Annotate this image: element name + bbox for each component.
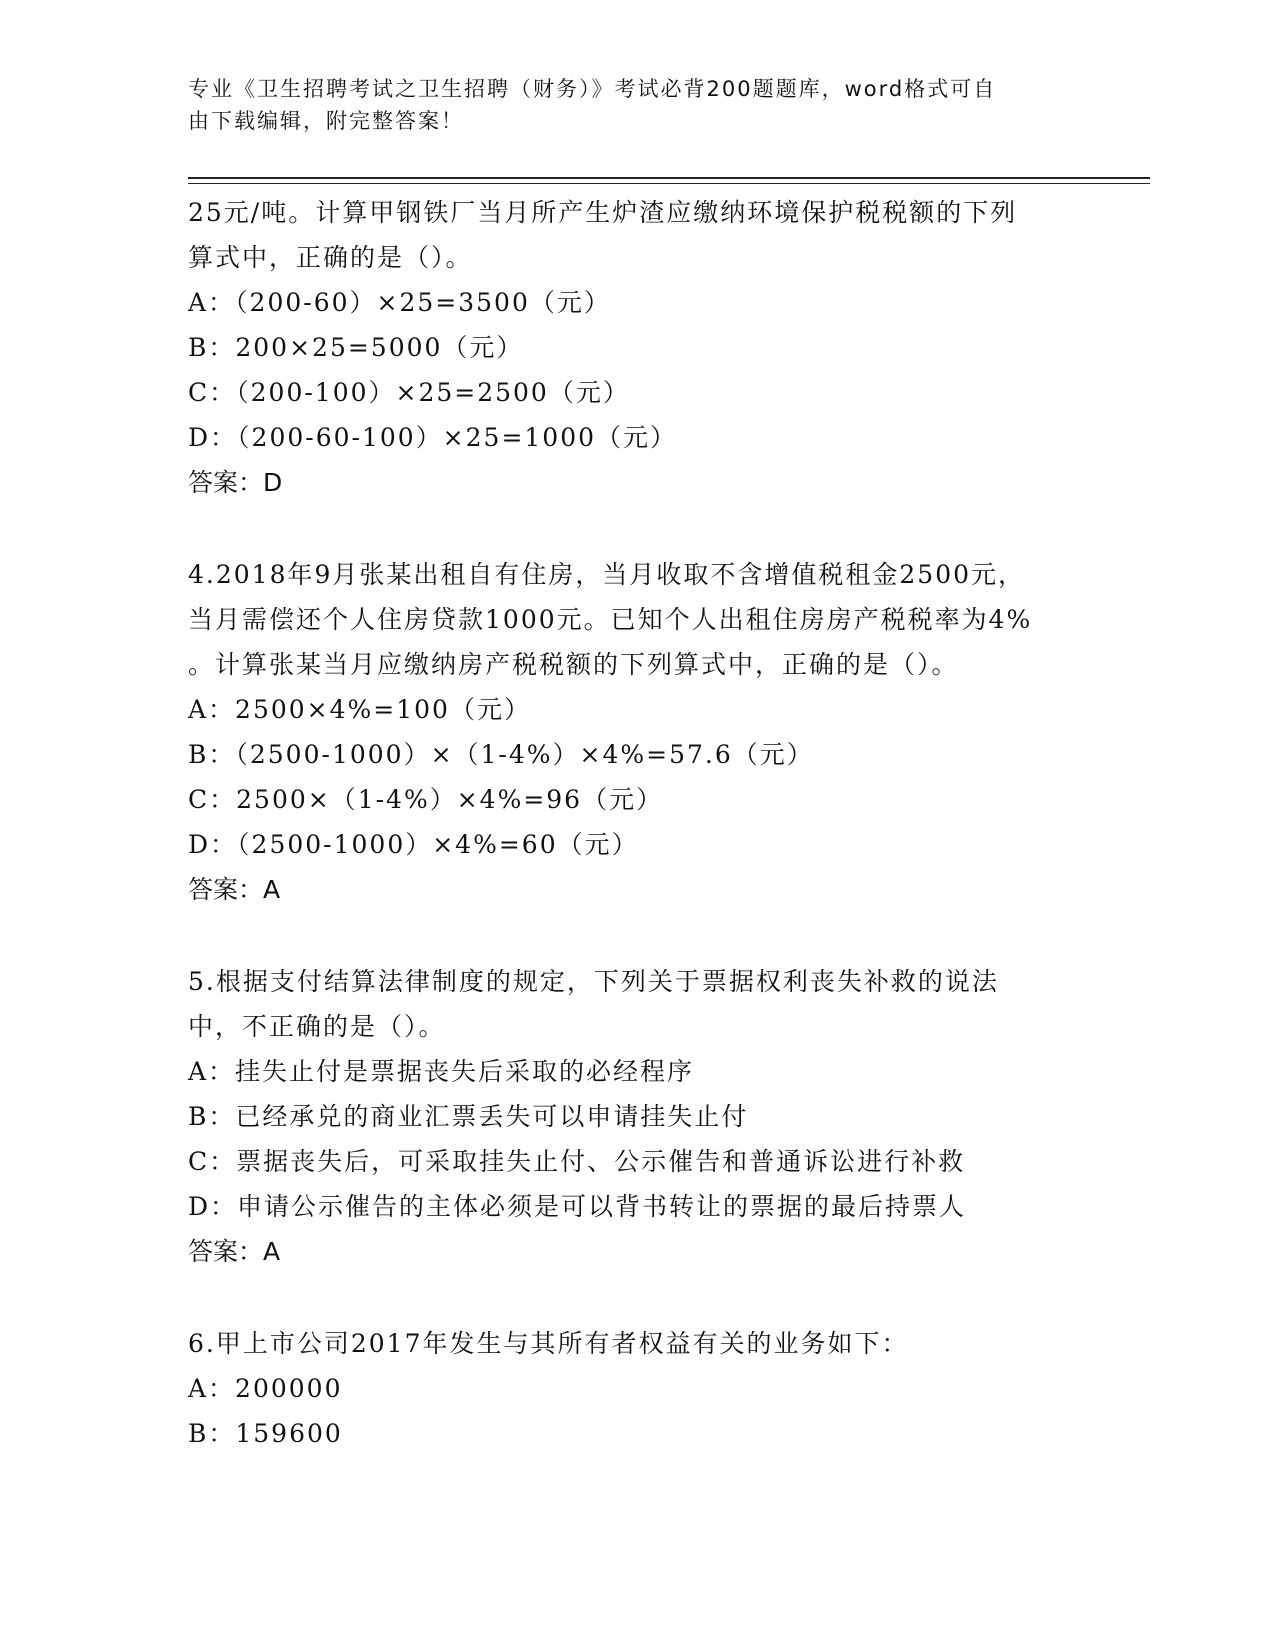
option-a: A：挂失止付是票据丧失后采取的必经程序 [188,1057,695,1086]
document-header [188,73,1088,137]
question-stem-line: 25元/吨。计算甲钢铁厂当月所产生炉渣应缴纳环境保护税税额的下列 [188,198,1018,227]
question-stem-line: 5.根据支付结算法律制度的规定，下列关于票据权利丧失补救的说法 [188,967,999,996]
option-a: A：（200-60）×25=3500（元） [188,288,611,317]
header-line-2: 由下载编辑，附完整答案！ [188,109,464,133]
question-stem-line: 算式中，正确的是（）。 [188,243,473,272]
option-a: A：2500×4%=100（元） [188,695,531,724]
header-line-1: 专业《卫生招聘考试之卫生招聘（财务）》考试必背200题题库，word格式可自 [188,77,997,101]
question-5 [188,959,1088,1274]
question-stem-line: 。计算张某当月应缴纳房产税税额的下列算式中，正确的是（）。 [188,650,959,679]
question-3 [188,190,1088,505]
answer-label: 答案：A [188,875,281,904]
answer-label: 答案：A [188,1237,281,1266]
option-b: B：已经承兑的商业汇票丢失可以申请挂失止付 [188,1102,749,1131]
option-a: A：200000 [188,1374,343,1403]
question-4 [188,552,1088,912]
document-body [188,190,1088,1456]
option-d: D：（2500-1000）×4%=60（元） [188,830,639,859]
question-stem-line: 中，不正确的是（）。 [188,1012,446,1041]
option-d: D：（200-60-100）×25=1000（元） [188,423,678,452]
option-b: B：200×25=5000（元） [188,333,524,362]
option-b: B：（2500-1000）×（1-4%）×4%=57.6（元） [188,740,814,769]
question-6 [188,1321,1088,1456]
header-divider-thick [188,177,1150,179]
option-d: D：申请公示催告的主体必须是可以背书转让的票据的最后持票人 [188,1192,967,1221]
option-c: C：2500×（1-4%）×4%=96（元） [188,785,664,814]
question-stem-line: 6.甲上市公司2017年发生与其所有者权益有关的业务如下： [188,1329,909,1358]
option-c: C：（200-100）×25=2500（元） [188,378,630,407]
header-divider-thin [188,183,1150,184]
question-stem-line: 当月需偿还个人住房贷款1000元。已知个人出租住房房产税税率为4% [188,605,1033,634]
option-c: C：票据丧失后，可采取挂失止付、公示催告和普通诉讼进行补救 [188,1147,966,1176]
question-stem-line: 4.2018年9月张某出租自有住房，当月收取不含增值税租金2500元， [188,560,1026,589]
option-b: B：159600 [188,1419,343,1448]
answer-label: 答案：D [188,468,283,497]
